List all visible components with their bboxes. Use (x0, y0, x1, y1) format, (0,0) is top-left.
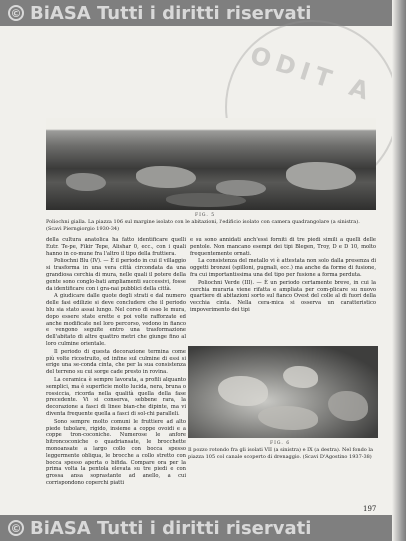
paragraph: La ceramica è sempre lavorata, a profili alquanto semplici, ma è superficie molto lucida, nera, bruna o rossiccia, ricorda nella qualità quella della fase precedente. Vi si conserva, sebbene rara, la decorazione a fasci di linee bian-che dipinte, ma vi diventa frequente quella a fasci di sol-chi paralleli. (46, 376, 186, 417)
paragraph: Poliochni Blu (IV). — È il periodo in cui il villaggio si trasforma in una vera città circondata da una grandiosa cerchia di mura, nelle quali il potere della gente sono conglo-bati ampliamenti successivi, fosse da identificare con i gra-nai pubblici della città. (46, 258, 186, 292)
watermark-text: BiASA Tutti i diritti riservati (30, 2, 312, 24)
figure-6-label: FIG. 6 (270, 441, 291, 446)
paragraph: Sono sempre molto comuni le fruttiere ad alto piede tubolare, rigido, insieme a coppe ovoidi e a coppe tron-coconiche. Numerose le anfore bitroncoconiche o quadriansate, le brocchette monoansate a largo collo con bocca spesso leggermente obliqua, le brocche a collo stretto con bocca spesso aperta o bifida. Compare ora per la prima volta la pentola elevata su tre piedi e con grossa ansa soprastante ad anello, a cui corrispondono coperchi piatti (46, 418, 186, 486)
page-edge-shadow (392, 0, 406, 541)
seal-text: ODIT A (246, 40, 378, 108)
figure-5-caption: Poliochni gialla. La piazza 106 sul margine isolato con le abitazioni, l'edificio isolato con camera quadrangolare (a sinistra). (Scavi Pierngiorgio 1930-34) (46, 219, 360, 232)
copyright-icon: © (8, 520, 24, 536)
paragraph: A giudicare dalle quote degli strati e dal numero delle fasi edilizie si deve concludere che il periodo blu sia stato assai lungo. Nel corso di esso le mura, dopo essere state erette e poi volte rafforzate ed anche modificate nel loro percorso, vedono in fianco e vengono seguite entro una trasformazione dell'abitato di altre quattro metri che giunge fino al loro culmine orientale. (46, 293, 186, 347)
paragraph: della cultura anatolica ha fatto identificare quelli Eutr. Te-pe, Fikir Tepe, Alishar 0, ecc., con i quali hanno in co-mune fra l'altro il tipo della fruttiera. (46, 237, 186, 257)
paragraph: La consistenza del metallo vi è attestata non solo dalla presenza di oggetti bronzei (spilloni, pugnali, ecc.) ma anche da forme di fusione, fra cui importantissima una del tipo per fusione a forma perduta. (190, 258, 376, 278)
copyright-icon: © (8, 5, 24, 21)
paragraph: e su sono annidati anch'essi forniti di tre piedi simili a quelli delle pentole. Non mancano esempi dei tipi Blegen, Troy, D e D 10, molto frequentemente ornati. (190, 237, 376, 257)
paragraph: Poliochni Verde (III). — È un periodo certamente breve, in cui la cerchia muraria viene rifatta e ampliata per com-plicare su nuovo quartiere di abitazioni sorto sul fianco Ovest del colle al di fuori della vecchia cinta. Nella cera-mica si osserva un caratteristico impoverimento dei tipi (190, 279, 376, 313)
watermark-banner-top (0, 0, 406, 26)
watermark-text: BiASA Tutti i diritti riservati (30, 517, 312, 539)
figure-6-caption: Il pozzo rotondo fra gli isolati VII (a sinistra) e IX (a destra). Nel fondo la piazza 105 col canale scoperto di drenaggio. (Scavi D'Agostino 1937-38) (188, 447, 373, 460)
figure-5-label: FIG. 5 (195, 213, 216, 218)
watermark-banner-bottom (0, 515, 406, 541)
paragraph: Il periodo di questa decorazione termina come più volte ricostruito, ed infine sul culmine di essi si erige una se-conda cinta, che per la sua consistenza del terreno su cui sorge cade presto in rovina. (46, 348, 186, 376)
right-text-column (190, 237, 376, 315)
left-text-column (46, 237, 186, 488)
figure-6-photograph (188, 346, 378, 438)
figure-5-photograph (46, 118, 376, 210)
page-number: 197 (363, 505, 377, 513)
